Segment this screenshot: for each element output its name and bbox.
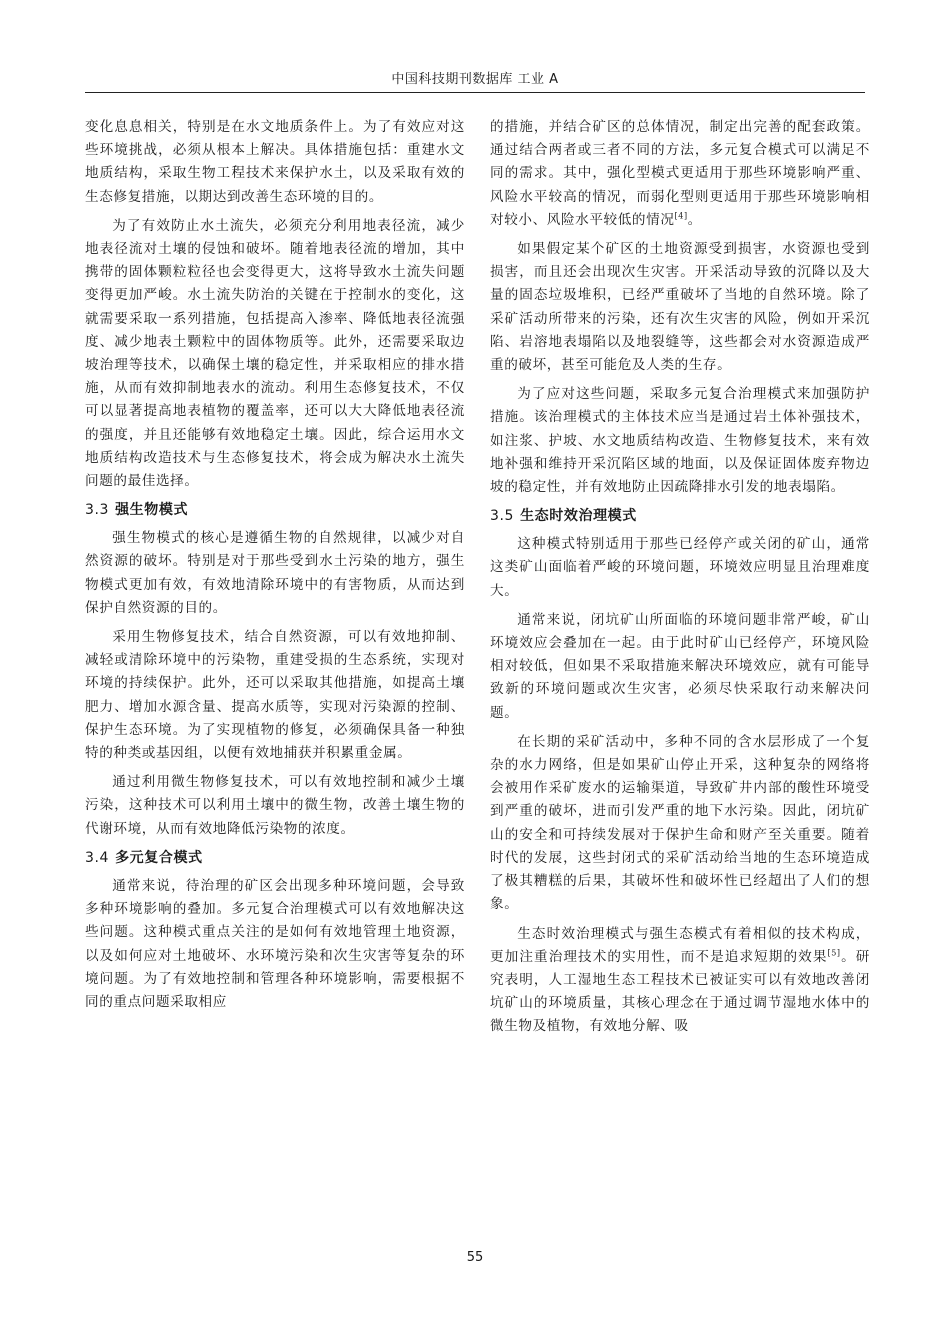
citation-ref: [4] bbox=[674, 211, 688, 221]
left-column bbox=[85, 116, 465, 1020]
paragraph: 通过利用微生物修复技术，可以有效地控制和减少土壤污染，这种技术可以利用土壤中的微生物，改善土壤生物的代谢环境，从而有效地降低污染物的浓度。 bbox=[85, 774, 465, 837]
paragraph: 在长期的采矿活动中，多种不同的含水层形成了一个复杂的水力网络，但是如果矿山停止开采，这种复杂的网络将会被用作采矿废水的运输渠道，导致矿井内部的酸性环境受到严重的破坏，进而引发严重的地下水污染。因此，闭坑矿山的安全和可持续发展对于保护生命和财产至关重要。随着时代的发展，这些封闭式的采矿活动给当地的生态环境造成了极其糟糕的后果，其破坏性和破坏性已经超出了人们的想象。 bbox=[490, 733, 870, 913]
paragraph: 这种模式特别适用于那些已经停产或关闭的矿山，通常这类矿山面临着严峻的环境问题，环境效应明显且治理难度大。 bbox=[490, 536, 870, 599]
section-number: 3.5 bbox=[490, 508, 515, 525]
section-heading-3-5 bbox=[490, 505, 870, 527]
page-number: 55 bbox=[466, 1250, 484, 1265]
paragraph: 通常来说，闭坑矿山所面临的环境问题非常严峻，矿山环境效应会叠加在一起。由于此时矿山已经停产，环境风险相对较低，但如果不采取措施来解决环境效应，就有可能导致新的环境问题或次生灾害，必须尽快采取行动来解决问题。 bbox=[490, 611, 870, 721]
paragraph bbox=[490, 923, 870, 1039]
paragraph: 采用生物修复技术，结合自然资源，可以有效地抑制、减轻或清除环境中的污染物，重建受损的生态系统，实现对环境的持续保护。此外，还可以采取其他措施，如提高土壤肥力、增加水源含量、提高水质等，实现对污染源的控制、保护生态环境。为了实现植物的修复，必须确保具备一种独特的种类或基因组，以便有效地捕获并积累重金属。 bbox=[85, 629, 465, 762]
paragraph-text: 。研究表明，人工湿地生态工程技术已被证实可以有效地改善闭坑矿山的环境质量，其核心理念在于通过调节湿地水体中的微生物及植物，有效地分解、吸 bbox=[490, 948, 870, 1035]
section-title: 生态时效治理模式 bbox=[520, 508, 637, 525]
section-number: 3.4 bbox=[85, 849, 110, 866]
paragraph-text: 生态时效治理模式与强生态模式有着相似的技术构成，更加注重治理技术的实用性，而不是追求短期的效果 bbox=[490, 925, 870, 965]
section-heading-3-4 bbox=[85, 847, 465, 869]
running-header: 中国科技期刊数据库 工业 A bbox=[391, 72, 559, 87]
paragraph: 为了应对这些问题，采取多元复合治理模式来加强防护措施。该治理模式的主体技术应当是通过岩土体补强技术，如注浆、护坡、水文地质结构改造、生物修复技术，来有效地补强和维持开采沉陷区域的地面，以及保证固体废弃物边坡的稳定性，并有效地防止因疏降排水引发的地表塌陷。 bbox=[490, 386, 870, 496]
citation-ref: [5] bbox=[827, 948, 841, 958]
paragraph: 变化息息相关，特别是在水文地质条件上。为了有效应对这些环境挑战，必须从根本上解决。具体措施包括：重建水文地质结构，采取生物工程技术来保护水土，以及采取有效的生态修复措施，以期达到改善生态环境的目的。 bbox=[85, 119, 465, 205]
paragraph-end: 。 bbox=[687, 211, 702, 228]
paragraph-text: 的措施，并结合矿区的总体情况，制定出完善的配套政策。通过结合两者或三者不同的方法，多元复合模式可以满足不同的需求。其中，强化型模式更适用于那些环境影响严重、风险水平较高的情况，而弱化型则更适用于那些环境影响相对较小、风险水平较低的情况 bbox=[490, 119, 870, 228]
section-heading-3-3 bbox=[85, 499, 465, 521]
paragraph: 强生物模式的核心是遵循生物的自然规律，以减少对自然资源的破坏。特别是对于那些受到水土污染的地方，强生物模式更加有效，有效地清除环境中的有害物质，从而达到保护自然资源的目的。 bbox=[85, 530, 465, 616]
header-divider bbox=[85, 92, 865, 93]
right-column bbox=[490, 116, 870, 1045]
paragraph: 如果假定某个矿区的土地资源受到损害，水资源也受到损害，而且还会出现次生灾害。开采活动导致的沉降以及大量的固态垃圾堆积，已经严重破坏了当地的自然环境。除了采矿活动所带来的污染，还有次生灾害的风险，例如开采沉陷、岩溶地表塌陷以及地裂缝等，这些都会对水资源造成严重的破坏，甚至可能危及人类的生存。 bbox=[490, 241, 870, 374]
section-number: 3.3 bbox=[85, 502, 110, 519]
paragraph: 为了有效防止水土流失，必须充分利用地表径流，减少地表径流对土壤的侵蚀和破坏。随着地表径流的增加，其中携带的固体颗粒粒径也会变得更大，这将导致水土流失问题变得更加严峻。水土流失防治的关键在于控制水的变化，这就需要采取一系列措施，包括提高入渗率、降低地表径流强度、减少地表土颗粒中的固体物质等。此外，还需要采取边坡治理等技术，以确保土壤的稳定性，并采取相应的排水措施，从而有效抑制地表水的流动。利用生态修复技术，不仅可以显著提高地表植物的覆盖率，还可以大大降低地表径流的强度，并且还能够有效地稳定土壤。因此，综合运用水文地质结构改造技术与生态修复技术，将会成为解决水土流失问题的最佳选择。 bbox=[85, 217, 465, 490]
section-title: 多元复合模式 bbox=[115, 849, 203, 866]
paragraph: 通常来说，待治理的矿区会出现多种环境问题，会导致多种环境影响的叠加。多元复合治理模式可以有效地解决这些问题。这种模式重点关注的是如何有效地管理土地资源，以及如何应对土地破坏、水环境污染和次生灾害等复杂的环境问题。为了有效地控制和管理各种环境影响，需要根据不同的重点问题采取相应 bbox=[85, 877, 465, 1010]
paragraph bbox=[490, 116, 870, 232]
section-title: 强生物模式 bbox=[115, 502, 189, 519]
